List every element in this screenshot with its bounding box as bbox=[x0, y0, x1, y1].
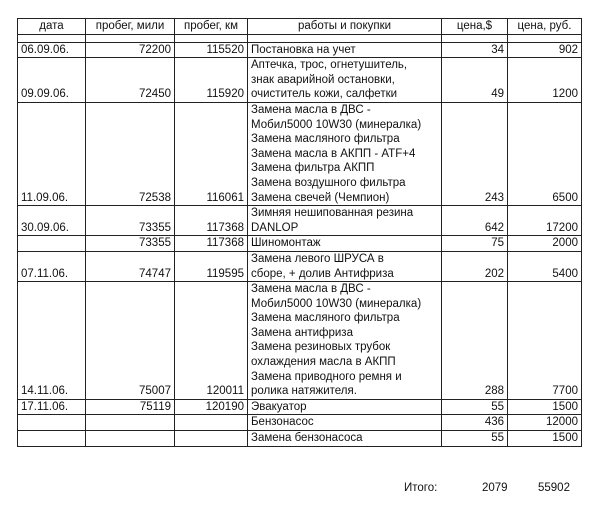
row-date: 07.11.06. bbox=[18, 251, 86, 281]
table-row bbox=[18, 415, 582, 431]
table-row bbox=[18, 102, 582, 205]
table-row bbox=[18, 251, 582, 281]
row-works bbox=[248, 102, 442, 205]
row-miles bbox=[86, 431, 175, 447]
work-line: DANLOP bbox=[251, 221, 299, 234]
work-line: знак аварийной остановки, bbox=[251, 73, 395, 86]
row-rub: 902 bbox=[508, 42, 582, 58]
row-works bbox=[248, 58, 442, 103]
header-date: дата bbox=[18, 19, 86, 35]
total-usd: 2079 bbox=[482, 482, 508, 494]
work-line: охлаждения масла в АКПП bbox=[251, 356, 396, 369]
row-miles: 75119 bbox=[86, 399, 175, 415]
row-usd: 642 bbox=[442, 206, 508, 236]
row-works bbox=[248, 399, 442, 415]
header-works: работы и покупки bbox=[248, 19, 442, 35]
row-rub: 12000 bbox=[508, 415, 582, 431]
row-usd: 55 bbox=[442, 431, 508, 447]
work-line: сборе, + долив Антифриза bbox=[251, 267, 394, 280]
spacer-row bbox=[18, 34, 582, 42]
work-line: Зимняя нешипованная резина bbox=[251, 207, 414, 220]
row-usd: 436 bbox=[442, 415, 508, 431]
row-rub: 1500 bbox=[508, 399, 582, 415]
row-usd: 202 bbox=[442, 251, 508, 281]
work-line: Замена масла в ДВС - bbox=[251, 283, 371, 296]
work-line: Замена бензонасоса bbox=[251, 432, 363, 445]
row-miles: 75007 bbox=[86, 282, 175, 400]
total-rub: 55902 bbox=[538, 482, 570, 494]
total-label: Итого: bbox=[404, 482, 438, 494]
row-km bbox=[175, 431, 248, 447]
row-works bbox=[248, 42, 442, 58]
row-miles bbox=[86, 415, 175, 431]
row-miles: 72450 bbox=[86, 58, 175, 103]
row-rub: 5400 bbox=[508, 251, 582, 281]
row-rub: 6500 bbox=[508, 102, 582, 205]
work-line: Бензонасос bbox=[251, 416, 314, 429]
work-line: Замена масла в ДВС - bbox=[251, 103, 371, 116]
expense-table bbox=[17, 18, 582, 447]
row-miles: 74747 bbox=[86, 251, 175, 281]
row-km: 119595 bbox=[175, 251, 248, 281]
row-works bbox=[248, 206, 442, 236]
row-usd: 55 bbox=[442, 399, 508, 415]
row-date: 06.09.06. bbox=[18, 42, 86, 58]
row-date bbox=[18, 415, 86, 431]
header-km: пробег, км bbox=[175, 19, 248, 35]
work-line: Замена фильтра АКПП bbox=[251, 162, 375, 175]
work-line: Замена антифриза bbox=[251, 326, 353, 339]
row-date bbox=[18, 236, 86, 252]
row-usd: 75 bbox=[442, 236, 508, 252]
row-usd: 243 bbox=[442, 102, 508, 205]
total-line bbox=[0, 482, 600, 498]
row-km: 116061 bbox=[175, 102, 248, 205]
row-miles: 73355 bbox=[86, 206, 175, 236]
row-km: 120190 bbox=[175, 399, 248, 415]
work-line: Замена левого ШРУСА в bbox=[251, 252, 384, 265]
row-rub: 17200 bbox=[508, 206, 582, 236]
table-row bbox=[18, 431, 582, 447]
row-rub: 1500 bbox=[508, 431, 582, 447]
row-usd: 49 bbox=[442, 58, 508, 103]
row-date: 09.09.06. bbox=[18, 58, 86, 103]
work-line: очиститель кожи, салфетки bbox=[251, 88, 398, 101]
row-km: 115920 bbox=[175, 58, 248, 103]
table-row bbox=[18, 58, 582, 103]
row-miles: 73355 bbox=[86, 236, 175, 252]
work-line: ролика натяжителя. bbox=[251, 385, 357, 398]
header-usd: цена,$ bbox=[442, 19, 508, 35]
work-line: Замена приводного ремня и bbox=[251, 370, 402, 383]
row-km: 115520 bbox=[175, 42, 248, 58]
row-miles: 72200 bbox=[86, 42, 175, 58]
work-line: Постановка на учет bbox=[251, 43, 356, 56]
row-works bbox=[248, 282, 442, 400]
row-usd: 288 bbox=[442, 282, 508, 400]
row-date: 14.11.06. bbox=[18, 282, 86, 400]
table-row bbox=[18, 282, 582, 400]
work-line: Замена масляного фильтра bbox=[251, 133, 400, 146]
work-line: Замена свечей (Чемпион) bbox=[251, 191, 390, 204]
row-rub: 2000 bbox=[508, 236, 582, 252]
header-miles: пробег, мили bbox=[86, 19, 175, 35]
row-km: 120011 bbox=[175, 282, 248, 400]
table-row bbox=[18, 399, 582, 415]
table-row bbox=[18, 236, 582, 252]
table-row bbox=[18, 206, 582, 236]
row-works bbox=[248, 251, 442, 281]
row-date: 11.09.06. bbox=[18, 102, 86, 205]
row-miles: 72538 bbox=[86, 102, 175, 205]
table-row bbox=[18, 42, 582, 58]
row-km bbox=[175, 415, 248, 431]
work-line: Шиномонтаж bbox=[251, 237, 321, 250]
row-works bbox=[248, 415, 442, 431]
row-date: 17.11.06. bbox=[18, 399, 86, 415]
row-km: 117368 bbox=[175, 206, 248, 236]
work-line: Замена резиновых трубок bbox=[251, 341, 391, 354]
work-line: Мобил5000 10W30 (минералка) bbox=[251, 118, 422, 131]
header-rub: цена, руб. bbox=[508, 19, 582, 35]
row-rub: 1200 bbox=[508, 58, 582, 103]
row-usd: 34 bbox=[442, 42, 508, 58]
work-line: Мобил5000 10W30 (минералка) bbox=[251, 297, 422, 310]
work-line: Замена масла в АКПП - ATF+4 bbox=[251, 147, 416, 160]
row-rub: 7700 bbox=[508, 282, 582, 400]
row-works bbox=[248, 431, 442, 447]
row-works bbox=[248, 236, 442, 252]
work-line: Замена масляного фильтра bbox=[251, 312, 400, 325]
work-line: Аптечка, трос, огнетушитель, bbox=[251, 59, 408, 72]
work-line: Эвакуатор bbox=[251, 400, 307, 413]
row-date: 30.09.06. bbox=[18, 206, 86, 236]
header-row bbox=[18, 19, 582, 35]
row-km: 117368 bbox=[175, 236, 248, 252]
work-line: Замена воздушного фильтра bbox=[251, 176, 406, 189]
row-date bbox=[18, 431, 86, 447]
